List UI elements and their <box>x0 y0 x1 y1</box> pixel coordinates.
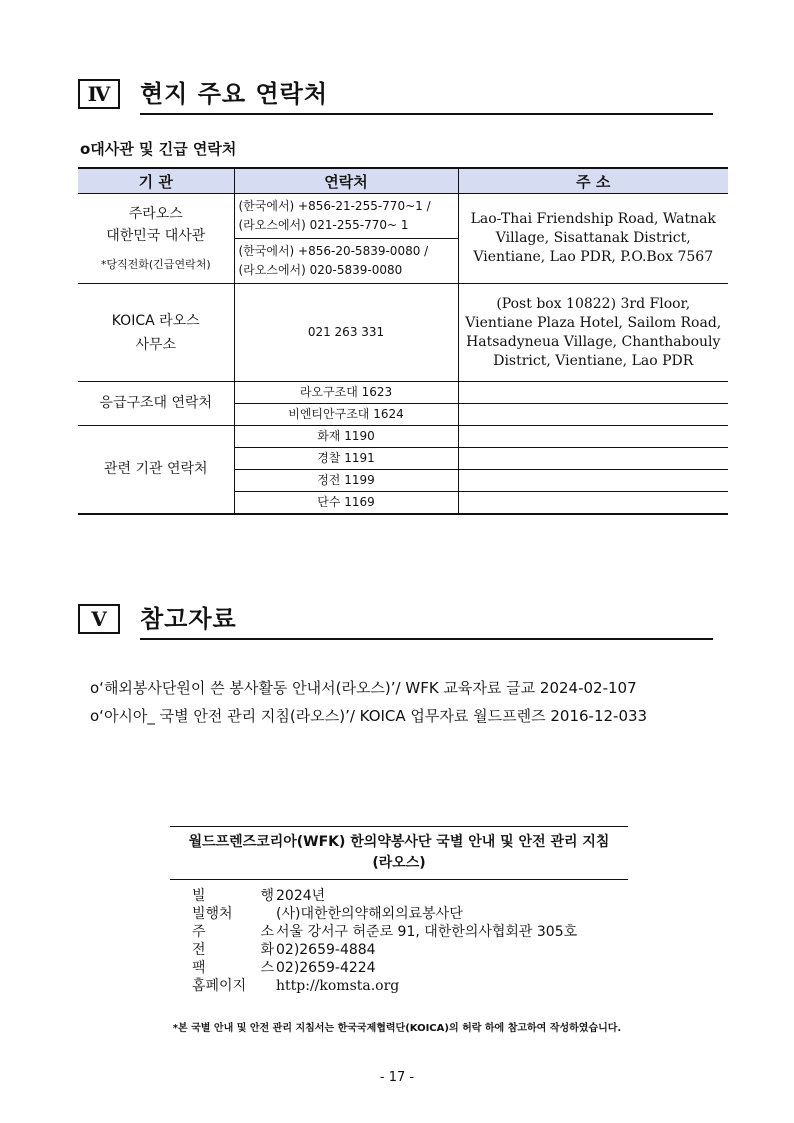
header-address: 주 소 <box>458 168 728 194</box>
empty-cell <box>458 448 728 470</box>
colophon-row <box>192 977 628 995</box>
rescue-item-1: 라오구조대 1623 <box>234 382 458 404</box>
colophon-title-line-1: 월드프렌즈코리아(WFK) 한의약봉사단 국별 안내 및 안전 관리 지침 <box>188 834 610 850</box>
colophon-label: 홈페이지 <box>192 978 247 994</box>
colophon-title <box>170 826 628 880</box>
colophon <box>170 826 628 995</box>
colophon-label: 빌 행 <box>192 888 274 904</box>
colophon-rows <box>170 887 628 995</box>
table-row <box>78 284 728 382</box>
section-5-numeral: Ⅴ <box>78 604 120 634</box>
colophon-label: 팩 스 <box>192 960 274 976</box>
table-header-row <box>78 168 728 194</box>
section-4-rule <box>140 113 713 115</box>
embassy-phone-cell-2 <box>234 239 458 284</box>
rescue-name: 응급구조대 연락처 <box>78 382 234 426</box>
agency-item-2: 경찰 1191 <box>234 448 458 470</box>
colophon-label: 주 소 <box>192 924 274 940</box>
header-agency: 기 관 <box>78 168 234 194</box>
colophon-label: 빌행처 <box>192 906 233 922</box>
colophon-row <box>192 959 628 977</box>
colophon-row <box>192 905 628 923</box>
contacts-table <box>78 167 728 515</box>
page-number: - 17 - <box>379 1070 415 1085</box>
colophon-row <box>192 887 628 905</box>
embassy-phone-cell-1 <box>234 194 458 239</box>
colophon-row <box>192 923 628 941</box>
embassy-name-2: 대한민국 대사관 <box>106 228 206 244</box>
empty-cell <box>458 470 728 492</box>
table-row <box>78 426 728 448</box>
colophon-row <box>192 941 628 959</box>
rescue-item-2: 비엔티안구조대 1624 <box>234 404 458 426</box>
empty-cell <box>458 426 728 448</box>
footnote: *본 국별 안내 및 안전 관리 지침서는 한국국제협력단(KOICA)의 허락 하에 참고하여 작성하였습니다. <box>172 1023 622 1034</box>
section-5-header <box>78 604 713 640</box>
section-5-title: 참고자료 <box>140 605 237 633</box>
section-4-header <box>78 79 713 115</box>
header-contact: 연락처 <box>234 168 458 194</box>
embassy-phone-3: (한국에서) +856-20-5839-0080 / <box>238 244 429 258</box>
colophon-value: 서울 강서구 허준로 91, 대한한의사협회관 305호 <box>276 924 578 940</box>
colophon-value: 2024년 <box>276 888 326 904</box>
table-row <box>78 382 728 404</box>
colophon-value: 02)2659-4884 <box>276 942 376 958</box>
koica-address: (Post box 10822) 3rd Floor, Vientiane Plaza Hotel, Sailom Road, Hatsadyneua Village, Chanthabouly District, Vientiane, Lao PDR <box>458 284 728 382</box>
colophon-value: 02)2659-4224 <box>276 960 376 976</box>
embassy-name-1: 주라오스 <box>128 206 183 222</box>
agency-item-3: 정전 1199 <box>234 470 458 492</box>
agency-item-1: 화재 1190 <box>234 426 458 448</box>
contacts-subheading: o대사관 및 긴급 연락처 <box>80 140 237 158</box>
embassy-phone-2: (라오스에서) 021-255-770~ 1 <box>238 218 409 232</box>
colophon-value: (사)대한한의약해외의료봉사단 <box>276 906 463 922</box>
reference-item-2: o‘아시아_ 국별 안전 관리 지침(라오스)’/ KOICA 업무자료 월드프렌즈 2016-12-033 <box>90 707 648 725</box>
agencies-name: 관련 기관 연락처 <box>78 426 234 514</box>
embassy-name-cell <box>78 194 234 284</box>
section-5-rule <box>140 638 713 640</box>
empty-cell <box>458 492 728 514</box>
homepage-link[interactable]: http://komsta.org <box>276 978 400 994</box>
koica-name-cell <box>78 284 234 382</box>
embassy-address: Lao-Thai Friendship Road, Watnak Village, Sisattanak District, Vientiane, Lao PDR, P.O.Box 7567 <box>458 194 728 284</box>
reference-item-1: o‘해외봉사단원이 쓴 봉사활동 안내서(라오스)’/ WFK 교육자료 글교 2024-02-107 <box>90 679 637 697</box>
koica-name-2: 사무소 <box>135 336 177 353</box>
empty-cell <box>458 404 728 426</box>
embassy-phone-4: (라오스에서) 020-5839-0080 <box>238 263 403 277</box>
koica-phone: 021 263 331 <box>234 284 458 382</box>
colophon-title-line-2: (라오스) <box>372 855 426 871</box>
agency-item-4: 단수 1169 <box>234 492 458 514</box>
section-4-numeral: Ⅳ <box>78 79 120 109</box>
embassy-phone-1: (한국에서) +856-21-255-770~1 / <box>238 199 431 213</box>
colophon-label: 전 화 <box>192 942 274 958</box>
section-4-title: 현지 주요 연락처 <box>140 80 328 108</box>
koica-name-1: KOICA 라오스 <box>111 312 200 329</box>
table-row <box>78 194 728 239</box>
empty-cell <box>458 382 728 404</box>
embassy-duty-label: *당직전화(긴급연락처) <box>100 258 211 271</box>
